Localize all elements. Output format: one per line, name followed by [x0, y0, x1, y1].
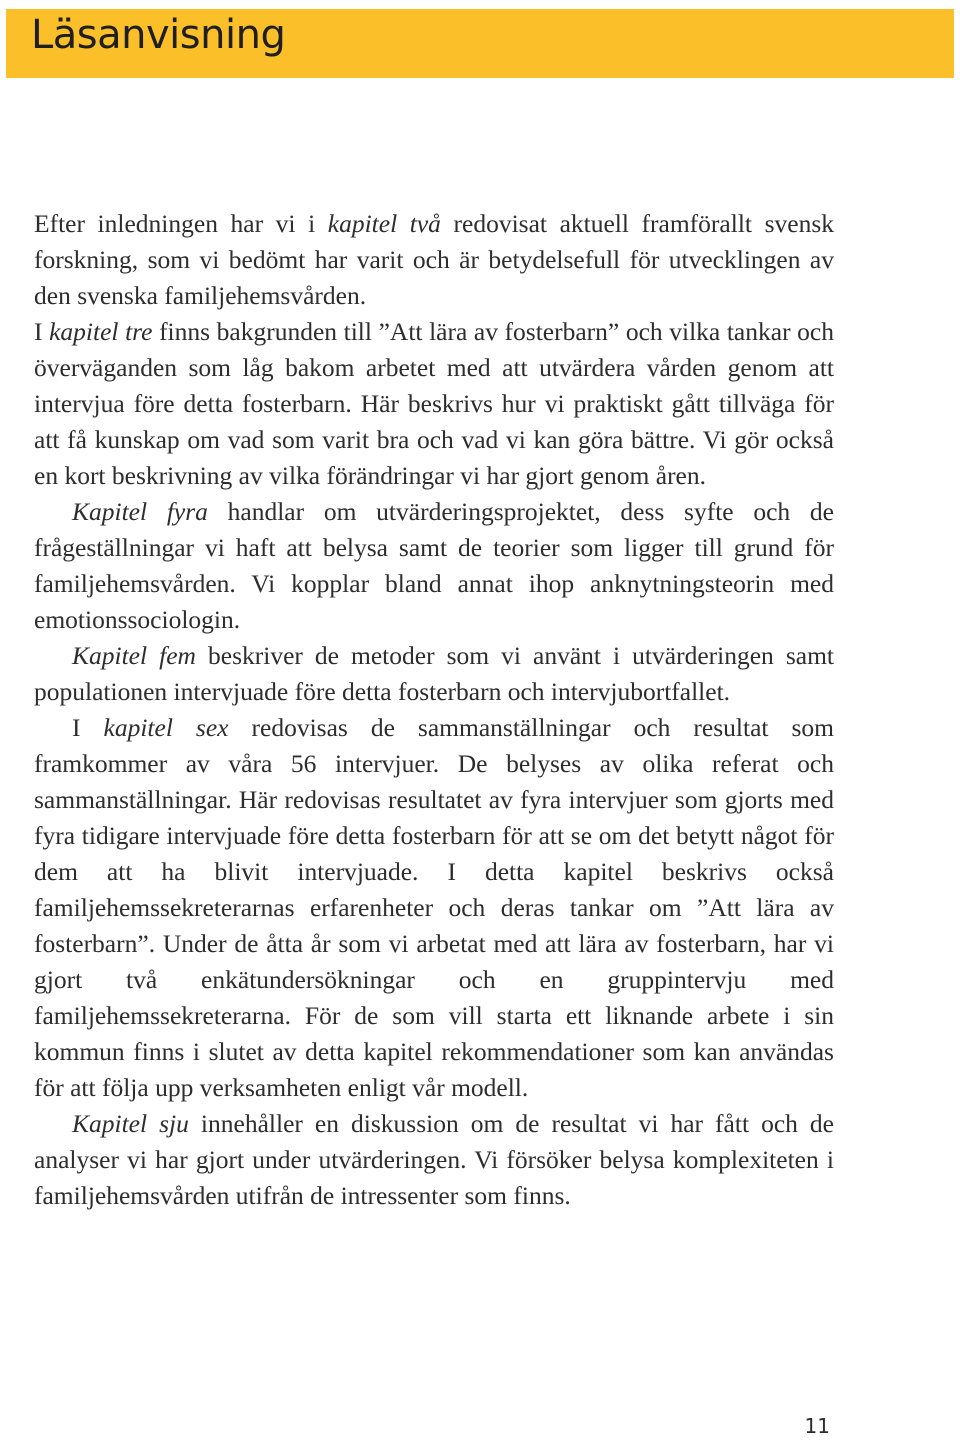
page-number: 11	[804, 1414, 830, 1438]
paragraph-6	[34, 1106, 834, 1214]
chapter-reference: kapitel två	[327, 209, 441, 238]
paragraph-text: I	[34, 317, 50, 346]
paragraph-text: handlar om utvärderingsprojektet, dess syfte och de frågeställningar vi haft att belysa samt de teorier som ligger till grund för familjehemsvården. Vi kopplar bland annat ihop anknytningsteorin med emotionssociologin.	[34, 497, 834, 634]
paragraph-3	[34, 494, 834, 638]
paragraph-text: redovisas de sammanställningar och resultat som framkommer av våra 56 intervjuer. De belyses av olika referat och sammanställningar. Här redovisas resultatet av fyra intervjuer som gjorts med fyra tidigare intervjuade före detta fosterbarn för att se om det betytt något för dem att ha blivit intervjuade. I detta kapitel beskrivs också familjehemssekreterarnas erfarenheter och deras tankar om ”Att lära av fosterbarn”. Under de åtta år som vi arbetat med att lära av fosterbarn, har vi gjort två enkätundersökningar och en gruppintervju med familjehemssekreterarna. För de som vill starta ett liknande arbete i sin kommun finns i slutet av detta kapitel rekommendationer som kan användas för att följa upp verksamheten enligt vår modell.	[34, 713, 834, 1102]
paragraph-text: beskriver de metoder som vi använt i utvärderingen samt populationen intervjuade före detta fosterbarn och intervjubortfallet.	[34, 641, 834, 706]
paragraph-text: redovisat aktuell framförallt svensk forskning, som vi bedömt har varit och är betydelsefull för utvecklingen av den svenska familjehemsvården.	[34, 209, 834, 310]
chapter-reference: Kapitel sju	[72, 1109, 189, 1138]
paragraph-text: innehåller en diskussion om de resultat vi har fått och de analyser vi har gjort under utvärderingen. Vi försöker belysa komplexiteten i familjehemsvården utifrån de intressenter som finns.	[34, 1109, 834, 1210]
chapter-reference: kapitel tre	[49, 317, 153, 346]
paragraph-4	[34, 638, 834, 710]
paragraph-text: finns bakgrunden till ”Att lära av fosterbarn” och vilka tankar och överväganden som låg bakom arbetet med att utvärdera vården genom att intervjua före detta fosterbarn. Här beskrivs hur vi praktiskt gått tillväga för att få kunskap om vad som varit bra och vad vi kan göra bättre. Vi gör också en kort beskrivning av vilka förändringar vi har gjort genom åren.	[34, 317, 834, 490]
paragraph-text: Efter inledningen har vi i	[34, 209, 328, 238]
paragraph-text: I	[72, 713, 104, 742]
paragraph-1	[34, 206, 834, 314]
chapter-reference: Kapitel fem	[72, 641, 196, 670]
paragraph-2	[34, 314, 834, 494]
chapter-reference: kapitel sex	[103, 713, 229, 742]
body-text	[34, 206, 834, 1214]
paragraph-5	[34, 710, 834, 1106]
page-title: Läsanvisning	[31, 12, 286, 58]
chapter-reference: Kapitel fyra	[72, 497, 208, 526]
